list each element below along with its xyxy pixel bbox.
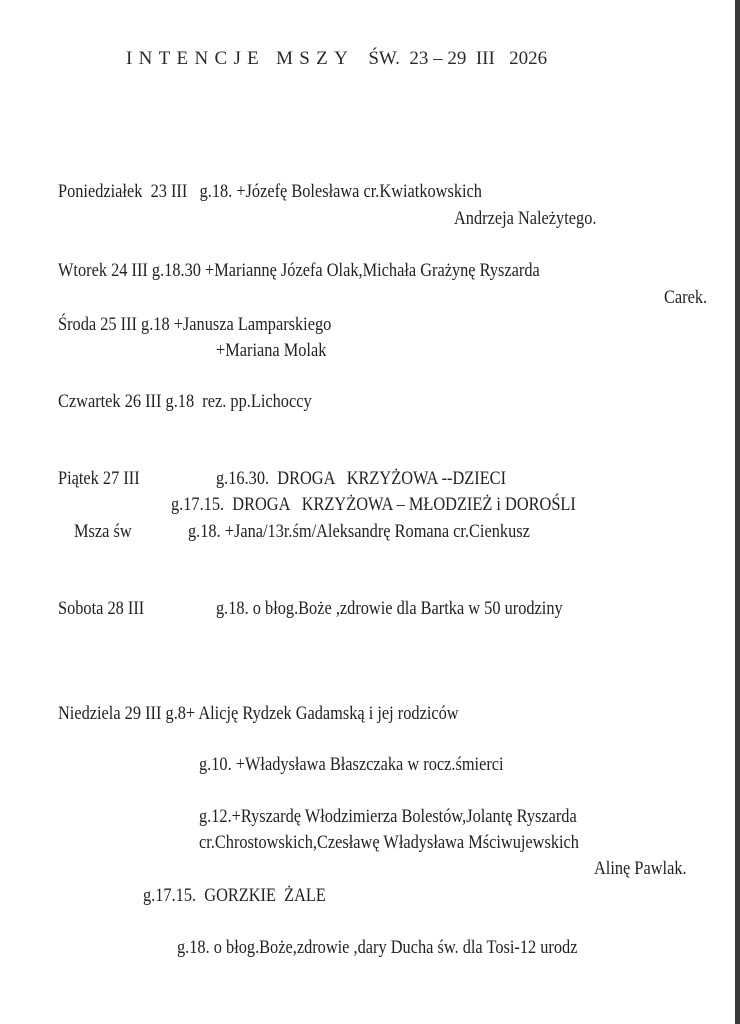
friday-day-label: Piątek 27 III <box>58 468 140 489</box>
sunday-line-4: g.17.15. GORZKIE ŻALE <box>143 885 326 906</box>
sunday-line-3b: cr.Chrostowskich,Czesławę Władysława Mściwujewskich <box>199 832 579 853</box>
friday-line-3: g.18. +Jana/13r.śm/Aleksandrę Romana cr.Cienkusz <box>188 521 530 542</box>
monday-line-1: Poniedziałek 23 III g.18. +Józefę Bolesława cr.Kwiatkowskich <box>58 181 482 202</box>
friday-line-1: g.16.30. DROGA KRZYŻOWA --DZIECI <box>216 468 507 489</box>
friday-line-2: g.17.15. DROGA KRZYŻOWA – MŁODZIEŻ i DOROŚLI <box>171 494 576 515</box>
title-date-range: ŚW. 23 – 29 III 2026 <box>368 48 548 69</box>
sunday-line-3c: Alinę Pawlak. <box>594 858 687 879</box>
tuesday-line-2: Carek. <box>664 287 708 308</box>
page-edge-border <box>735 0 740 1024</box>
saturday-line-1: g.18. o błog.Boże ,zdrowie dla Bartka w 50 urodziny <box>216 598 563 619</box>
title-main: INTENCJE MSZY <box>126 48 355 69</box>
sunday-line-2: g.10. +Władysława Błaszczaka w rocz.śmierci <box>199 754 504 775</box>
sunday-line-3a: g.12.+Ryszardę Włodzimierza Bolestów,Jolantę Ryszarda <box>199 806 577 827</box>
friday-mass-label: Msza św <box>74 521 132 542</box>
wednesday-line-1: Środa 25 III g.18 +Janusza Lamparskiego <box>58 314 332 335</box>
monday-line-2: Andrzeja Należytego. <box>454 208 597 229</box>
sunday-line-1: Niedziela 29 III g.8+ Alicję Rydzek Gadamską i jej rodziców <box>58 703 459 724</box>
tuesday-line-1: Wtorek 24 III g.18.30 +Mariannę Józefa Olak,Michała Grażynę Ryszarda <box>58 260 540 281</box>
thursday-line-1: Czwartek 26 III g.18 rez. pp.Lichoccy <box>58 391 312 412</box>
wednesday-line-2: +Mariana Molak <box>216 340 327 361</box>
page-title <box>126 48 547 70</box>
sunday-line-5: g.18. o błog.Boże,zdrowie ,dary Ducha św. dla Tosi-12 urodz <box>177 937 578 958</box>
saturday-day-label: Sobota 28 III <box>58 598 145 619</box>
